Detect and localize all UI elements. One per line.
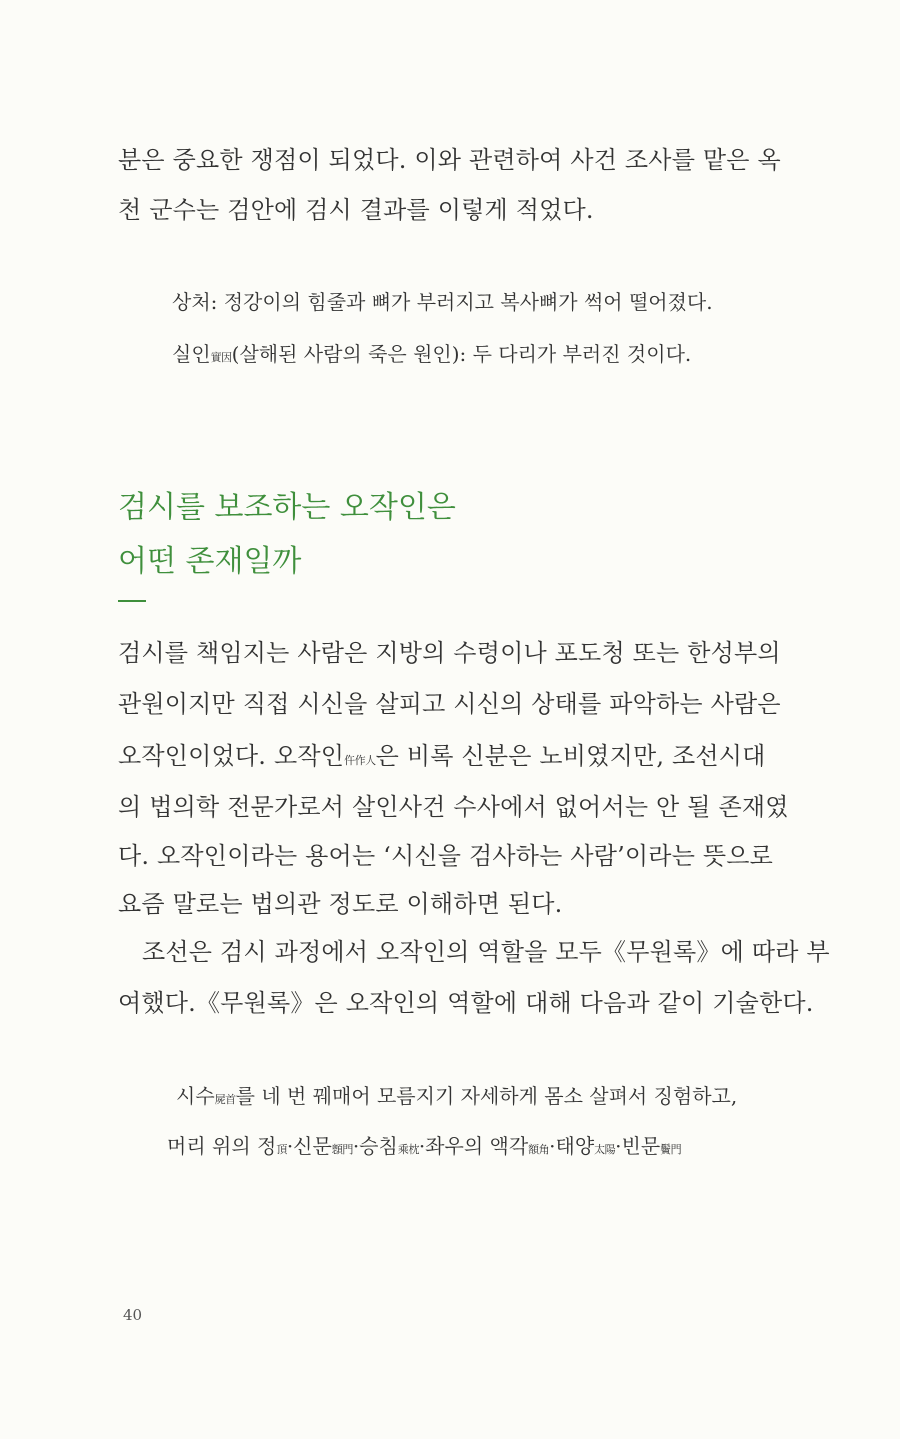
quote-text: ·빈문 — [615, 1134, 661, 1158]
body-text-line: 다. 오작인이라는 용어는 ‘시신을 검사하는 사람’이라는 뜻으로 — [118, 842, 774, 870]
body-text-line: 의 법의학 전문가로서 살인사건 수사에서 없어서는 안 될 존재였 — [118, 793, 789, 821]
body-text: 오작인이었다. 오작인 — [118, 742, 345, 770]
body-text-line: 검시를 책임지는 사람은 지방의 수령이나 포도청 또는 한성부의 — [118, 639, 781, 667]
body-text-line: 요즘 말로는 법의관 정도로 이해하면 된다. — [118, 890, 563, 918]
quote-text: (살해된 사람의 죽은 원인): 두 다리가 부러진 것이다. — [231, 342, 692, 366]
body-text-line: 분은 중요한 쟁점이 되었다. 이와 관련하여 사건 조사를 맡은 옥 — [118, 146, 781, 174]
quote-line — [172, 338, 691, 367]
body-text-line: 관원이지만 직접 시신을 살피고 시신의 상태를 파악하는 사람은 — [118, 690, 781, 718]
hanja-annotation: 頂 — [276, 1143, 287, 1156]
quote-text: 실인 — [172, 342, 211, 366]
quote-text: 시수 — [176, 1084, 215, 1108]
hanja-annotation: 顖門 — [331, 1143, 353, 1156]
quote-line: 상처: 정강이의 힘줄과 뼈가 부러지고 복사뼈가 썩어 떨어졌다. — [172, 290, 713, 314]
quote-text: 머리 위의 정 — [167, 1134, 277, 1158]
quote-text: ·태양 — [549, 1134, 595, 1158]
quote-text: ·신문 — [286, 1134, 332, 1158]
section-heading: 검시를 보조하는 오작인은 — [118, 490, 456, 525]
hanja-annotation: 乘枕 — [397, 1143, 419, 1156]
hanja-annotation: 額角 — [528, 1143, 550, 1156]
page-number: 40 — [123, 1306, 143, 1324]
hanja-annotation: 屍首 — [214, 1093, 236, 1106]
hanja-annotation: 鬢門 — [660, 1143, 682, 1156]
hanja-annotation: 實因 — [210, 351, 232, 364]
body-text-line: 조선은 검시 과정에서 오작인의 역할을 모두《무원록》에 따라 부 — [142, 938, 830, 966]
body-text: 은 비록 신분은 노비였지만, 조선시대 — [375, 742, 766, 770]
quote-text: ·좌우의 액각 — [418, 1134, 529, 1158]
body-text-line: 여했다.《무원록》은 오작인의 역할에 대해 다음과 같이 기술한다. — [118, 989, 814, 1017]
heading-rule — [118, 600, 146, 602]
section-heading: 어떤 존재일까 — [118, 544, 302, 579]
quote-text: 를 네 번 꿰매어 모름지기 자세하게 몸소 살펴서 징험하고, — [235, 1084, 738, 1108]
quote-line — [176, 1080, 737, 1109]
hanja-annotation: 仵作人 — [344, 754, 376, 767]
body-text-line — [118, 736, 766, 771]
quote-text: ·승침 — [352, 1134, 398, 1158]
body-text-line: 천 군수는 검안에 검시 결과를 이렇게 적었다. — [118, 196, 594, 224]
hanja-annotation: 太陽 — [594, 1143, 616, 1156]
quote-line — [167, 1130, 681, 1159]
